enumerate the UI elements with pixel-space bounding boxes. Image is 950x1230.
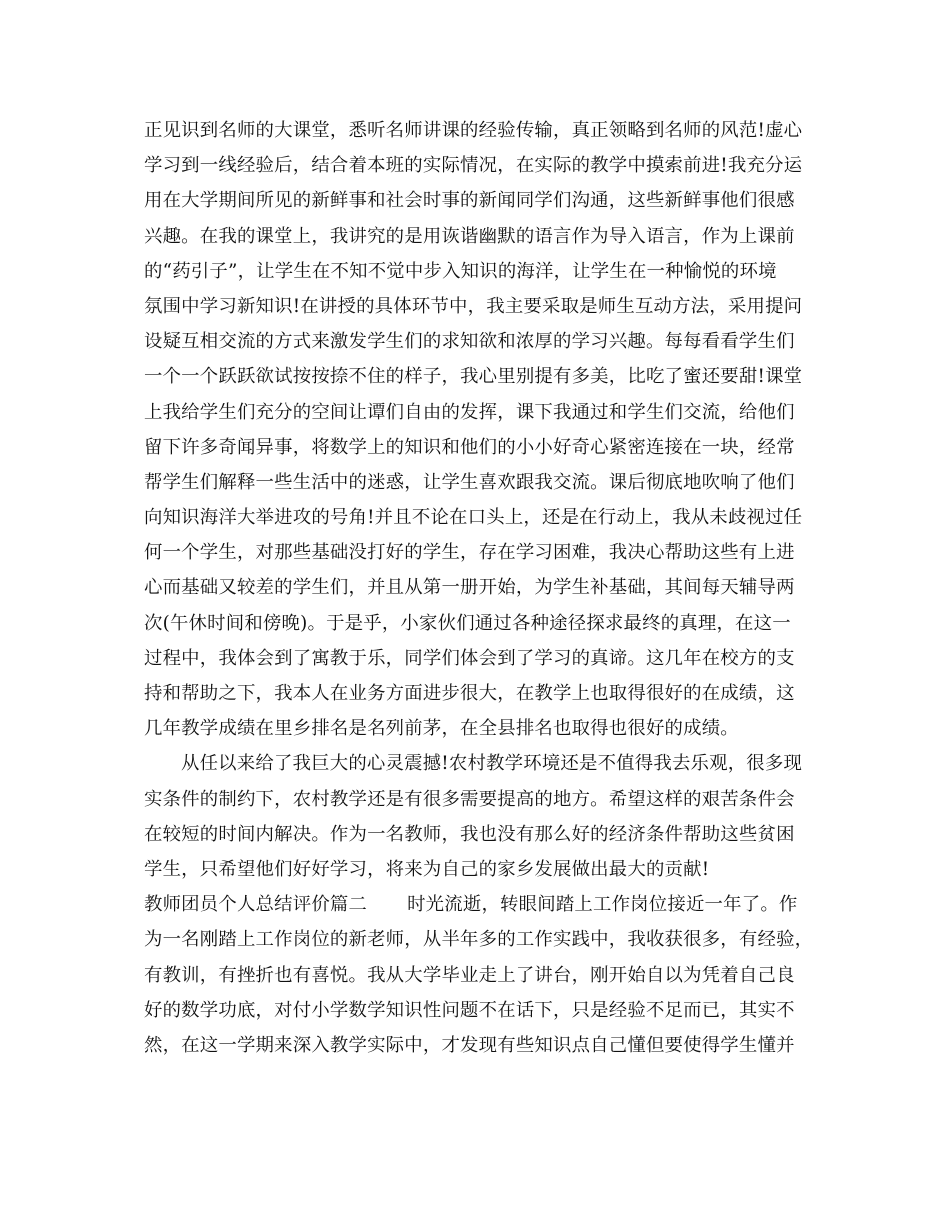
text-line: 几年教学成绩在里乡排名是名列前茅，在全县排名也取得也很好的成绩。 [144, 718, 739, 740]
text-line: 从任以来给了我巨大的心灵震撼!农村教学环境还是不值得我去乐观，很多现 [181, 753, 803, 775]
text-line: 过程中，我体会到了寓教于乐，同学们体会到了学习的真谛。这几年在校方的支 [144, 647, 795, 669]
text-line: 兴趣。在我的课堂上，我讲究的是用诙谐幽默的语言作为导入语言，作为上课前 [144, 225, 795, 247]
section-title: 教师团员个人总结评价篇二 [144, 894, 368, 916]
text-line: 次(午休时间和傍晚)。于是乎，小家伙们通过各种途径探求最终的真理，在这一 [144, 612, 791, 634]
text-line: 帮学生们解释一些生活中的迷惑，让学生喜欢跟我交流。课后彻底地吹响了他们 [144, 471, 795, 493]
text-line: 为一名刚踏上工作岗位的新老师，从半年多的工作实践中，我收获很多，有经验， [144, 929, 814, 951]
section-first-line: 时光流逝，转眼间踏上工作岗位接近一年了。作 [407, 894, 798, 916]
text-line: 有教训，有挫折也有喜悦。我从大学毕业走上了讲台，刚开始自以为凭着自己良 [144, 964, 795, 986]
text-line: 心而基础又较差的学生们，并且从第一册开始，为学生补基础，其间每天辅导两 [144, 577, 795, 599]
text-line: 学生，只希望他们好好学习，将来为自己的家乡发展做出最大的贡献! [144, 858, 710, 880]
text-line: 好的数学功底，对付小学数学知识性问题不在话下，只是经验不足而已，其实不 [144, 999, 795, 1021]
text-line: 用在大学期间所见的新鲜事和社会时事的新闻同学们沟通，这些新鲜事他们很感 [144, 190, 795, 212]
text-line: 上我给学生们充分的空间让谭们自由的发挥，课下我通过和学生们交流，给他们 [144, 401, 795, 423]
text-line: 何一个学生，对那些基础没打好的学生，存在学习困难，我决心帮助这些有上进 [144, 542, 795, 564]
text-line: 实条件的制约下，农村教学还是有很多需要提高的地方。希望这样的艰苦条件会 [144, 788, 795, 810]
document-body [144, 113, 814, 1063]
text-line: 然，在这一学期来深入教学实际中，才发现有些知识点自己懂但要使得学生懂并 [144, 1034, 795, 1056]
paragraph-3 [144, 887, 814, 1063]
paragraph-1 [144, 113, 804, 746]
text-line: 留下许多奇闻异事，将数学上的知识和他们的小小好奇心紧密连接在一块，经常 [144, 436, 795, 458]
text-line: 持和帮助之下，我本人在业务方面进步很大，在教学上也取得很好的在成绩，这 [144, 683, 795, 704]
text-line: 学习到一线经验后，结合着本班的实际情况，在实际的教学中摸索前进!我充分运 [144, 155, 803, 177]
text-line: 向知识海洋大举进攻的号角!并且不论在口头上，还是在行动上，我从未歧视过任 [144, 507, 803, 529]
text-line: 氛围中学习新知识!在讲授的具体环节中，我主要采取是师生互动方法，采用提问 [144, 295, 803, 317]
section-heading-line [144, 887, 804, 922]
text-line: 设疑互相交流的方式来激发学生们的求知欲和浓厚的学习兴趣。每每看看学生们 [144, 331, 795, 353]
text-line: 一个一个跃跃欲试按按捺不住的样子，我心里别提有多美，比吃了蜜还要甜!课堂 [144, 366, 803, 388]
paragraph-2 [144, 746, 804, 887]
text-line: 在较短的时间内解决。作为一名教师，我也没有那么好的经济条件帮助这些贫困 [144, 823, 795, 845]
text-line: 正见识到名师的大课堂，悉听名师讲课的经验传输，真正领略到名师的风范!虚心 [144, 120, 803, 141]
text-line: 的“药引子”，让学生在不知不觉中步入知识的海洋，让学生在一种愉悦的环境 [144, 260, 777, 282]
